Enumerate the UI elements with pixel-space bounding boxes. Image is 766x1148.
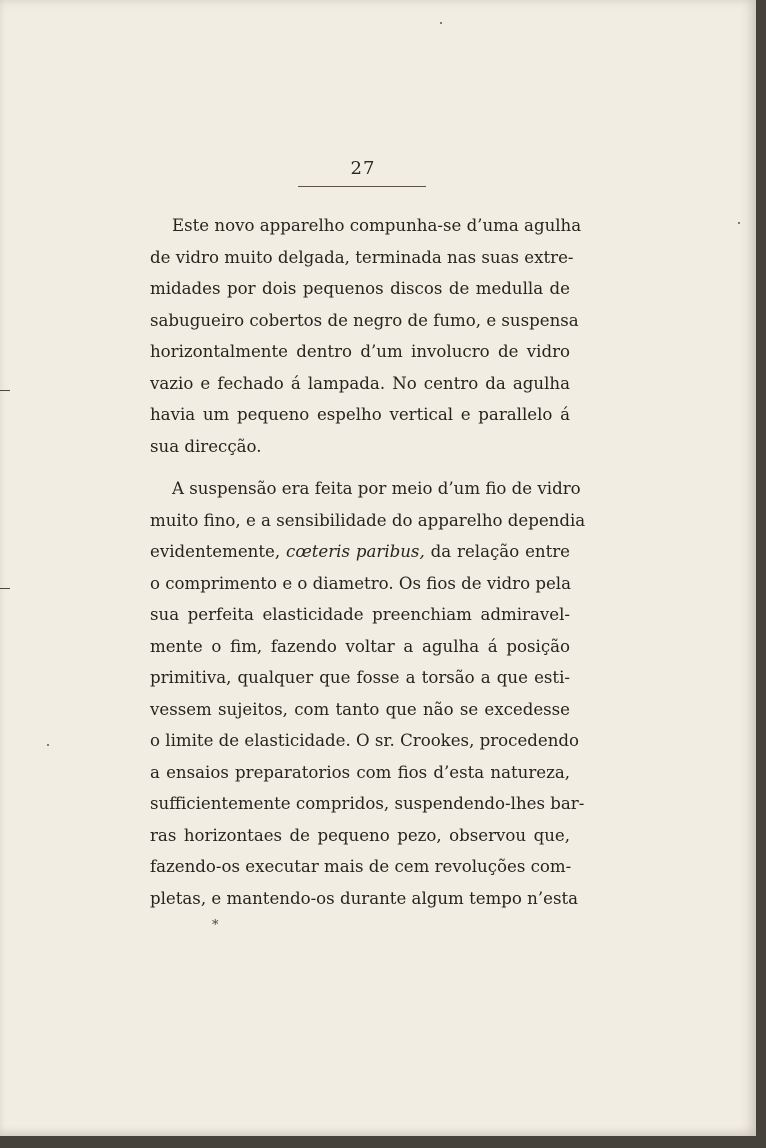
- text-line: o comprimento e o diametro. Os fios de vidro pela: [150, 573, 572, 593]
- page-number: 27: [350, 158, 376, 179]
- text-line-mixed: [150, 536, 570, 568]
- text-line: o limite de elasticidade. O sr. Crookes, procedendo: [150, 731, 580, 750]
- margin-tick: [0, 390, 10, 391]
- text-line: sua perfeita elasticidade preenchiam admiravel-: [150, 605, 570, 624]
- header-rule: [298, 186, 426, 187]
- paper-speck: [440, 22, 442, 24]
- margin-tick: [0, 588, 10, 589]
- text-line: mente o fim, fazendo voltar a agulha á posição: [150, 636, 570, 656]
- text-line: horizontalmente dentro d’um involucro de vidro: [150, 342, 570, 361]
- text-line: vessem sujeitos, com tanto que não se excedesse: [150, 699, 570, 719]
- text-line: pletas, e mantendo-os durante algum tempo n’esta: [150, 888, 579, 908]
- italic-phrase: cœteris paribus,: [286, 542, 425, 561]
- body-text: [150, 210, 586, 914]
- text-line: primitiva, qualquer que fosse a torsão a que esti-: [150, 668, 570, 687]
- paper-speck: [738, 222, 740, 224]
- signature-mark: *: [212, 918, 219, 933]
- text-fragment: da relação entre: [430, 542, 571, 561]
- text-line: de vidro muito delgada, terminada nas suas extre-: [150, 247, 574, 267]
- paragraph-gap: [150, 462, 570, 473]
- text-line: vazio e fechado á lampada. No centro da agulha: [150, 373, 570, 393]
- text-line: muito fino, e a sensibilidade do apparelho dependia: [150, 510, 586, 530]
- text-line: midades por dois pequenos discos de medulla de: [150, 279, 570, 298]
- text-line: a ensaios preparatorios com fios d’esta natureza,: [150, 762, 570, 782]
- text-line: sabugueiro cobertos de negro de fumo, e suspensa: [150, 310, 579, 330]
- text-line: fazendo-os executar mais de cem revoluções com-: [150, 857, 572, 876]
- text-fragment: evidentemente,: [150, 542, 281, 561]
- text-line: A suspensão era feita por meio d’um fio de vidro: [172, 479, 581, 498]
- text-line: ras horizontaes de pequeno pezo, observou que,: [150, 825, 570, 845]
- text-line: sua direcção.: [150, 436, 262, 456]
- paper-speck: [47, 744, 49, 746]
- text-line: Este novo apparelho compunha-se d’uma agulha: [172, 216, 582, 235]
- text-line: sufficientemente compridos, suspendendo-lhes bar-: [150, 794, 585, 813]
- text-line: havia um pequeno espelho vertical e parallelo á: [150, 405, 570, 424]
